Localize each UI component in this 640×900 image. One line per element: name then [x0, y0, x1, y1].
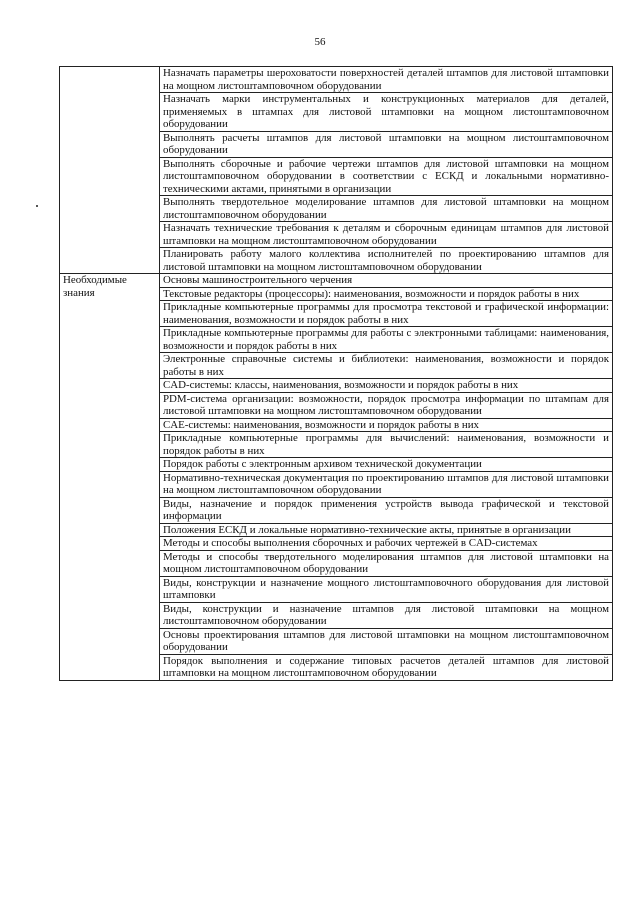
table-cell-text: Основы машиностроительного черчения [160, 274, 613, 288]
table-cell-text: Выполнять расчеты штампов для листовой штамповки на мощном листоштамповочном оборудовании [160, 131, 613, 157]
table-cell-text: CAD-системы: классы, наименования, возможности и порядок работы в них [160, 379, 613, 393]
table-cell-text: Виды, конструкции и назначение штампов для листовой штамповки на мощном листоштамповочном оборудовании [160, 602, 613, 628]
table-cell-text: Виды, назначение и порядок применения устройств вывода графической и текстовой информации [160, 497, 613, 523]
table-cell-text: Планировать работу малого коллектива исполнителей по проектированию штампов для листовой штамповки на мощном листоштамповочном оборудовании [160, 248, 613, 274]
table-cell-text: Порядок выполнения и содержание типовых расчетов деталей штампов для листовой штамповки на мощном листоштамповочном оборудовании [160, 654, 613, 680]
table-cell-text: Назначать марки инструментальных и конструкционных материалов для деталей, применяемых в штампах для листовой штамповки на мощном листоштамповочном оборудовании [160, 93, 613, 132]
table-cell-text: Назначать параметры шероховатости поверхностей деталей штампов для листовой штамповки на мощном листоштамповочном оборудовании [160, 67, 613, 93]
page-number: 56 [314, 36, 326, 48]
table-cell-text: Текстовые редакторы (процессоры): наименования, возможности и порядок работы в них [160, 287, 613, 301]
row-group-label-empty [60, 67, 160, 274]
table-cell-text: Электронные справочные системы и библиотеки: наименования, возможности и порядок работы в них [160, 353, 613, 379]
table-cell-text: Порядок работы с электронным архивом технической документации [160, 458, 613, 472]
table-cell-text: Нормативно-техническая документация по проектированию штампов для листовой штамповки на мощном листоштамповочном оборудовании [160, 471, 613, 497]
table-cell-text: Прикладные компьютерные программы для вычислений: наименования, возможности и порядок работы в них [160, 432, 613, 458]
table-cell-text: Назначать технические требования к деталям и сборочным единицам штампов для листовой штамповки на мощном листоштамповочном оборудовании [160, 222, 613, 248]
table-row [60, 274, 613, 288]
table-cell-text: Положения ЕСКД и локальные нормативно-технические акты, принятые в организации [160, 523, 613, 537]
table-cell-text: Прикладные компьютерные программы для просмотра текстовой и графической информации: наименования, возможности и порядок работы в них [160, 301, 613, 327]
table-cell-text: Выполнять твердотельное моделирование штампов для листовой штамповки на мощном листоштамповочном оборудовании [160, 196, 613, 222]
table-cell-text: Прикладные компьютерные программы для работы с электронными таблицами: наименования, возможности и порядок работы в них [160, 327, 613, 353]
table-cell-text: Виды, конструкции и назначение мощного листоштамповочного оборудования для листовой штамповки [160, 576, 613, 602]
table-cell-text: Выполнять сборочные и рабочие чертежи штампов для листовой штамповки на мощном листоштамповочном оборудовании в соответствии с ЕСКД и локальными нормативно-техническими актами, принятыми в организации [160, 157, 613, 196]
table-cell-text: PDM-система организации: возможности, порядок просмотра информации по штампам для листовой штамповки на мощном листоштамповочном оборудовании [160, 392, 613, 418]
table-cell-text: Методы и способы выполнения сборочных и рабочих чертежей в CAD-системах [160, 537, 613, 551]
table-body [60, 67, 613, 681]
table-cell-text: Методы и способы твердотельного моделирования штампов для листовой штамповки на мощном листоштамповочном оборудовании [160, 550, 613, 576]
table-cell-text: Основы проектирования штампов для листовой штамповки на мощном листоштамповочном оборудовании [160, 628, 613, 654]
row-group-label: Необходимые знания [60, 274, 160, 681]
table-cell-text: CAE-системы: наименования, возможности и порядок работы в них [160, 418, 613, 432]
scan-speck [36, 205, 38, 207]
table-row [60, 67, 613, 93]
qualification-table [59, 66, 613, 681]
